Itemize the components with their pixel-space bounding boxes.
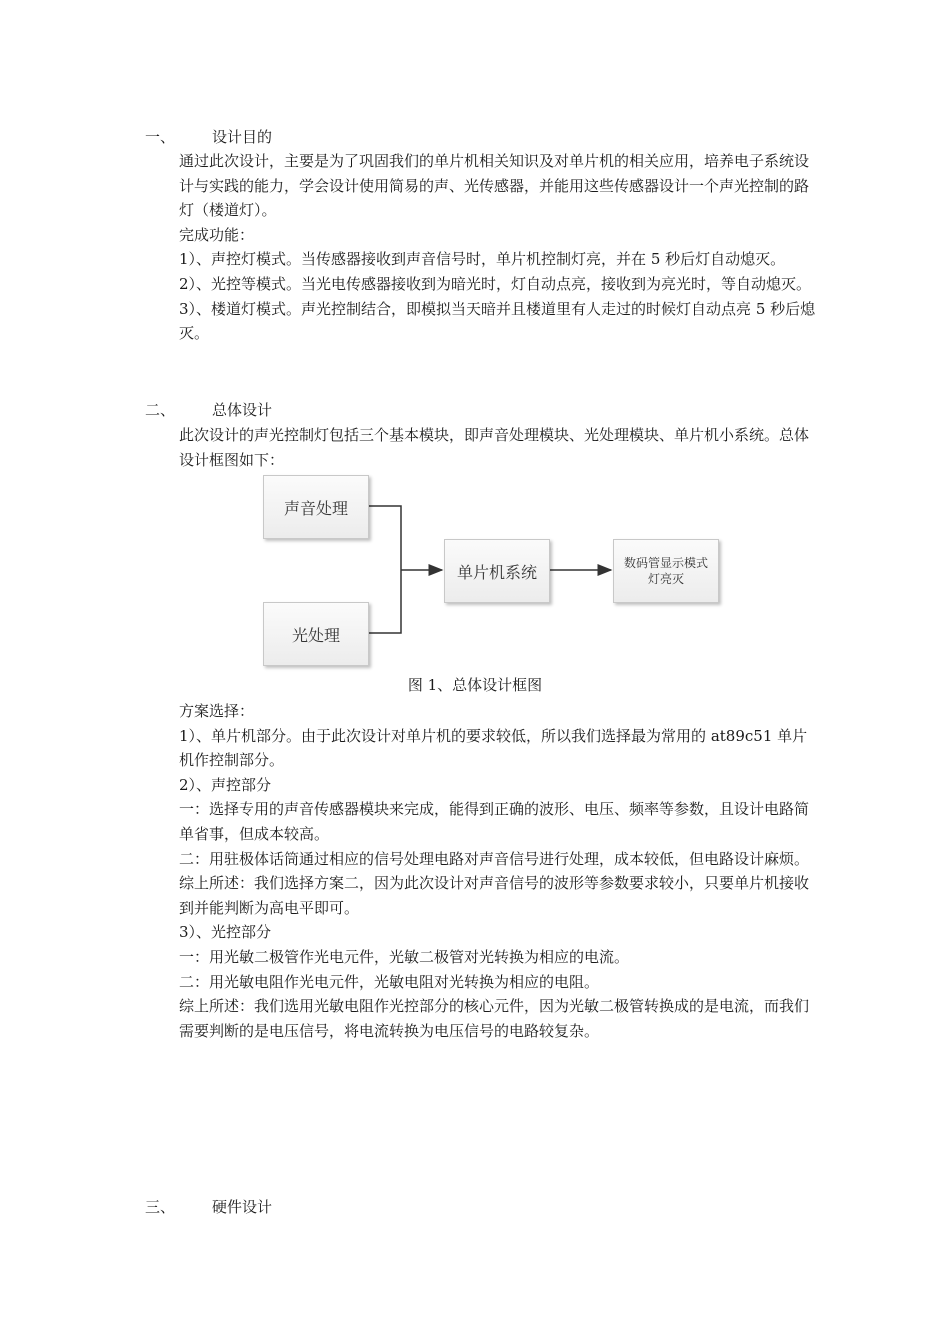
section-number: 一、 bbox=[145, 128, 176, 146]
section-title: 总体设计 bbox=[212, 401, 273, 419]
light-processing-box: 光处理 bbox=[263, 602, 369, 666]
section-heading-3 bbox=[145, 1197, 272, 1217]
section-2-body bbox=[179, 699, 819, 1043]
paragraph: 2）、光控等模式。当光电传感器接收到为暗光时，灯自动点亮，接收到为亮光时，等自动熄灭。 bbox=[179, 274, 812, 293]
paragraph: 3）、楼道灯模式。声光控制结合，即模拟当天暗并且楼道里有人走过的时候灯自动点亮 5 秒后熄灭。 bbox=[179, 299, 816, 343]
mcu-system-box: 单片机系统 bbox=[444, 539, 550, 603]
paragraph: 二：用光敏电阻作光电元件，光敏电阻对光转换为相应的电阻。 bbox=[179, 972, 600, 991]
paragraph: 一：选择专用的声音传感器模块来完成，能得到正确的波形、电压、频率等参数，且设计电路简单省事，但成本较高。 bbox=[179, 800, 810, 843]
sound-processing-box: 声音处理 bbox=[263, 475, 369, 539]
paragraph: 综上所述：我们选择方案二，因为此次设计对声音信号的波形等参数要求较小，只要单片机接收到并能判断为高电平即可。 bbox=[179, 874, 810, 917]
paragraph: 综上所述：我们选用光敏电阻作光控部分的核心元件，因为光敏二极管转换成的是电流，而我们需要判断的是电压信号，将电流转换为电压信号的电路较复杂。 bbox=[179, 997, 810, 1040]
section-title: 硬件设计 bbox=[212, 1198, 273, 1216]
paragraph: 2）、声控部分 bbox=[179, 775, 272, 794]
paragraph: 3）、光控部分 bbox=[179, 923, 272, 942]
paragraph: 1）、单片机部分。由于此次设计对单片机的要求较低，所以我们选择最为常用的 at89c51 单片机作控制部分。 bbox=[179, 726, 808, 770]
section-heading-2 bbox=[145, 400, 272, 420]
paragraph: 完成功能： bbox=[179, 225, 255, 244]
paragraph: 1）、声控灯模式。当传感器接收到声音信号时，单片机控制灯亮，并在 5 秒后灯自动熄灭。 bbox=[179, 250, 786, 269]
section-title: 设计目的 bbox=[212, 128, 273, 146]
section-number: 二、 bbox=[145, 401, 176, 419]
figure-caption: 图 1、总体设计框图 bbox=[407, 676, 543, 694]
paragraph: 通过此次设计，主要是为了巩固我们的单片机相关知识及对单片机的相关应用，培养电子系统设计与实践的能力，学会设计使用简易的声、光传感器，并能用这些传感器设计一个声光控制的路灯（楼道灯）。 bbox=[179, 152, 810, 220]
paragraph: 一：用光敏二极管作光电元件，光敏二极管对光转换为相应的电流。 bbox=[179, 947, 630, 966]
section-2-intro bbox=[179, 423, 819, 472]
paragraph: 方案选择： bbox=[179, 702, 255, 720]
section-1-body bbox=[179, 149, 819, 346]
paragraph: 二：用驻极体话筒通过相应的信号处理电路对声音信号进行处理，成本较低，但电路设计麻烦。 bbox=[179, 849, 810, 868]
connector-line bbox=[368, 506, 401, 633]
section-heading-1 bbox=[145, 127, 272, 147]
section-number: 三、 bbox=[145, 1198, 176, 1216]
block-diagram bbox=[255, 470, 730, 670]
paragraph: 此次设计的声光控制灯包括三个基本模块，即声音处理模块、光处理模块、单片机小系统。总体设计框图如下： bbox=[179, 426, 810, 469]
display-mode-box: 数码管显示模式 灯亮灭 bbox=[613, 539, 719, 603]
